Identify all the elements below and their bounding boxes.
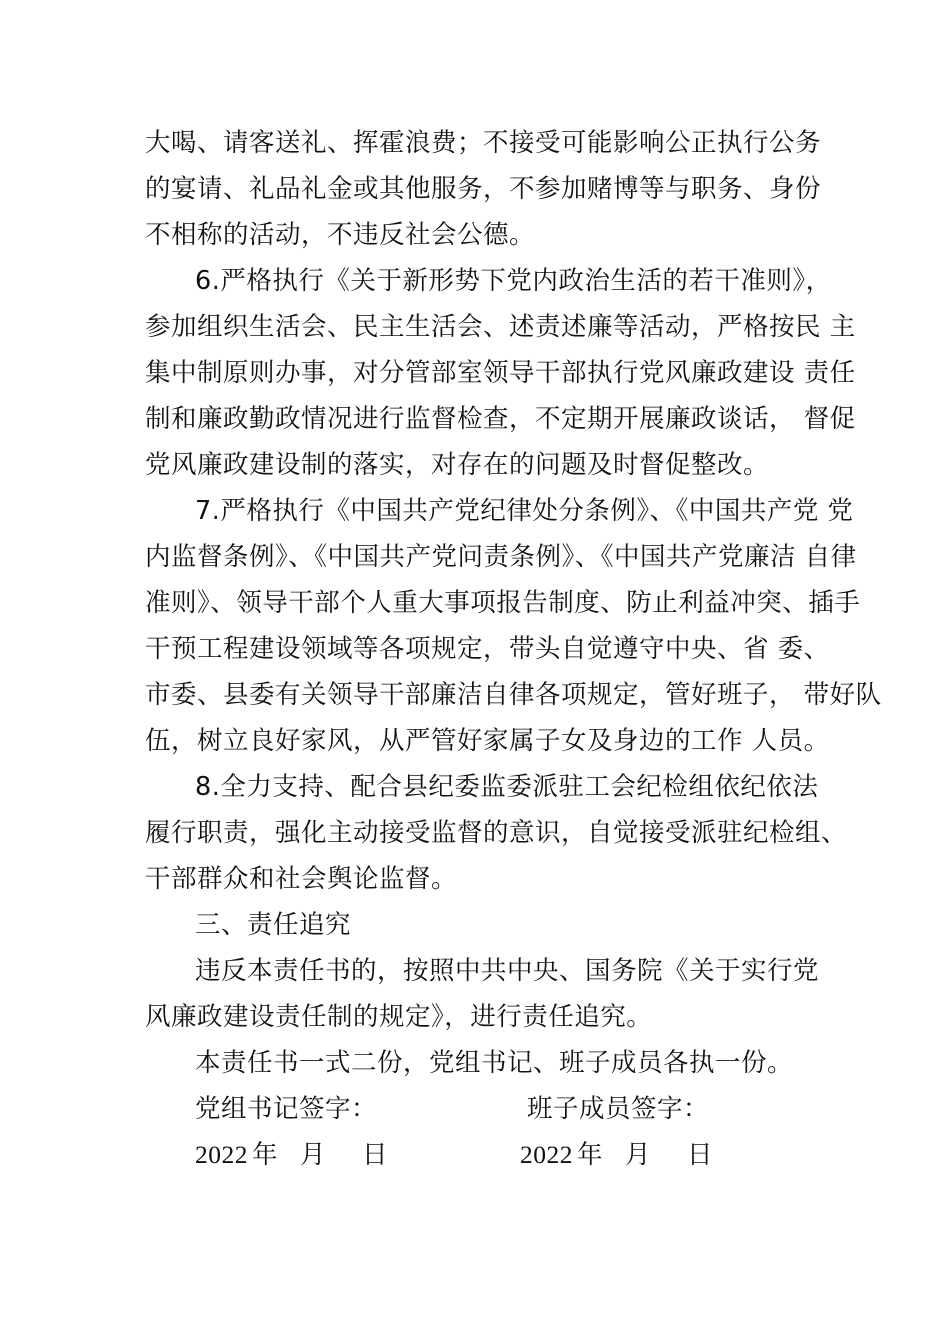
team-member-signature-label: 班子成员签字： xyxy=(527,1094,710,1124)
right-date-year: 2022 xyxy=(520,1140,573,1169)
left-date-year: 2022 xyxy=(195,1140,248,1169)
text-line: 不相称的活动，不违反社会公德。 xyxy=(145,220,536,250)
right-date-month-char: 月 xyxy=(625,1140,652,1170)
section-heading: 三、责任追究 xyxy=(195,910,352,940)
text-line: 的宴请、礼品礼金或其他服务，不参加赌博等与职务、身份 xyxy=(145,174,822,204)
text-line: 参加组织生活会、民主生活会、述责述廉等活动，严格按民 主 xyxy=(145,312,856,342)
text-line: 党风廉政建设制的落实，对存在的问题及时督促整改。 xyxy=(145,450,770,480)
text-line: 伍，树立良好家风，从严管好家属子女及身边的工作 人员。 xyxy=(145,726,830,756)
text-line: 内监督条例》、《中国共产党问责条例》、《中国共产党廉洁 自律 xyxy=(145,542,857,572)
text-line: 履行职责，强化主动接受监督的意识，自觉接受派驻纪检组、 xyxy=(145,818,848,848)
text-line: 干预工程建设领域等各项规定，带头自觉遵守中央、省 委、 xyxy=(145,634,830,664)
right-date-year-char: 年 xyxy=(577,1140,604,1170)
party-secretary-signature-label: 党组书记签字： xyxy=(195,1094,378,1124)
left-date-day-char: 日 xyxy=(362,1140,389,1170)
text-line: 6.严格执行《关于新形势下党内政治生活的若干准则》， xyxy=(195,266,832,296)
text-line: 集中制原则办事，对分管部室领导干部执行党风廉政建设 责任 xyxy=(145,358,856,388)
right-date xyxy=(520,1138,713,1172)
text-line: 干部群众和社会舆论监督。 xyxy=(145,864,458,894)
text-line: 大喝、请客送礼、挥霍浪费；不接受可能影响公正执行公务 xyxy=(145,128,822,158)
text-line: 8.全力支持、配合县纪委监委派驻工会纪检组依纪依法 xyxy=(195,772,819,802)
text-line: 制和廉政勤政情况进行监督检查，不定期开展廉政谈话， 督促 xyxy=(145,404,856,434)
right-date-day-char: 日 xyxy=(687,1140,714,1170)
left-date-year-char: 年 xyxy=(252,1140,279,1170)
text-line: 风廉政建设责任制的规定》，进行责任追究。 xyxy=(145,1002,653,1032)
text-line: 违反本责任书的，按照中共中央、国务院《关于实行党 xyxy=(195,956,820,986)
text-line: 本责任书一式二份，党组书记、班子成员各执一份。 xyxy=(195,1048,794,1078)
left-date-month-char: 月 xyxy=(300,1140,327,1170)
text-line: 市委、县委有关领导干部廉洁自律各项规定，管好班子， 带好队 xyxy=(145,680,882,710)
left-date xyxy=(195,1138,388,1172)
text-line: 准则》、领导干部个人重大事项报告制度、防止利益冲突、插手 xyxy=(145,588,861,618)
text-line: 7.严格执行《中国共产党纪律处分条例》、《中国共产党 党 xyxy=(195,496,854,526)
